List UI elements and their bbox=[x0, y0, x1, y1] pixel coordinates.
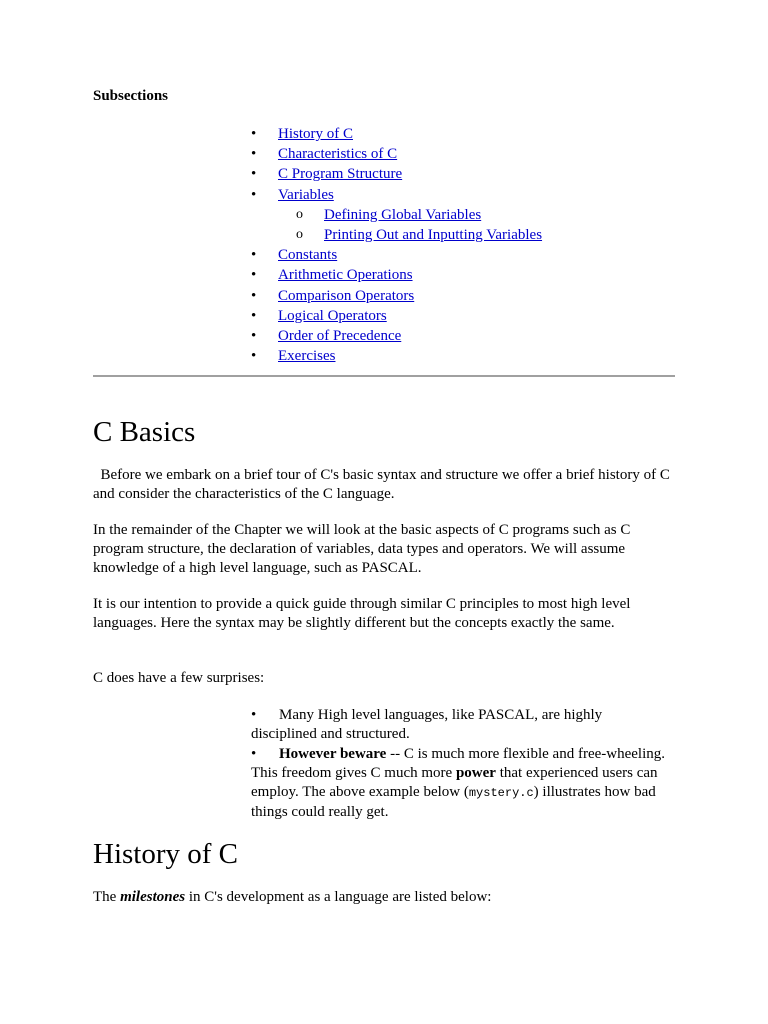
surprise-text-2a: -- C is much more flexible and free-wheeling. This freedom gives C much more bbox=[251, 745, 665, 781]
bullet-icon: • bbox=[251, 247, 257, 264]
toc-subitem-global-variables bbox=[93, 205, 675, 225]
toc-item-arithmetic bbox=[93, 265, 675, 285]
bullet-icon: • bbox=[251, 707, 257, 723]
subsections-heading: Subsections bbox=[93, 88, 169, 104]
toc-link[interactable]: Order of Precedence bbox=[278, 328, 402, 345]
c-basics-paragraph-4: C does have a few surprises: bbox=[93, 670, 265, 686]
toc-item-constants bbox=[93, 245, 675, 265]
bullet-icon: • bbox=[251, 745, 257, 762]
surprise-item-2 bbox=[251, 745, 671, 823]
surprise-text-1: Many High level languages, like PASCAL, are highly disciplined and structured. bbox=[251, 707, 603, 743]
toc-link[interactable]: Comparison Operators bbox=[278, 287, 415, 304]
milestones-emphasis: milestones bbox=[120, 889, 186, 905]
circle-bullet-icon: o bbox=[296, 227, 303, 243]
bullet-icon: • bbox=[251, 186, 257, 203]
toc-item-exercises bbox=[93, 346, 675, 366]
bullet-icon: • bbox=[251, 146, 257, 163]
history-of-c-title: History of C bbox=[93, 838, 238, 870]
bullet-icon: • bbox=[251, 166, 257, 183]
bullet-icon: • bbox=[251, 287, 257, 304]
toc-item-comparison bbox=[93, 286, 675, 306]
bullet-icon: • bbox=[251, 328, 257, 345]
toc-link[interactable]: Defining Global Variables bbox=[324, 206, 482, 223]
c-basics-paragraph-1: Before we embark on a brief tour of C's basic syntax and structure we offer a brief history of C and consider the characteristics of the C language. bbox=[93, 467, 674, 502]
power-emphasis: power bbox=[455, 764, 496, 781]
toc-link[interactable]: Logical Operators bbox=[278, 307, 387, 324]
toc-item-variables bbox=[93, 185, 675, 205]
toc-link[interactable]: Exercises bbox=[278, 348, 336, 365]
toc-item-characteristics bbox=[93, 144, 675, 164]
history-intro-b: in C's development as a language are listed below: bbox=[185, 889, 492, 905]
history-intro bbox=[93, 888, 675, 907]
toc-link[interactable]: Arithmetic Operations bbox=[278, 267, 413, 284]
toc-link[interactable]: C Program Structure bbox=[278, 166, 403, 183]
circle-bullet-icon: o bbox=[296, 206, 303, 222]
c-basics-title: C Basics bbox=[93, 416, 196, 448]
toc-link[interactable]: Printing Out and Inputting Variables bbox=[324, 227, 543, 244]
surprise-text-2c: ) illustrates how bad things could really get. bbox=[251, 784, 656, 821]
mystery-c-code: mystery.c bbox=[468, 786, 534, 801]
toc-item-program-structure bbox=[93, 164, 675, 184]
bullet-icon: • bbox=[251, 307, 257, 324]
section-divider bbox=[93, 375, 675, 377]
subsections-list bbox=[93, 124, 675, 366]
toc-item-logical bbox=[93, 306, 675, 326]
toc-link[interactable]: Characteristics of C bbox=[278, 146, 398, 163]
toc-link[interactable]: Variables bbox=[278, 186, 334, 203]
toc-link[interactable]: Constants bbox=[278, 247, 338, 264]
bullet-icon: • bbox=[251, 267, 257, 284]
c-basics-paragraph-2: In the remainder of the Chapter we will look at the basic aspects of C programs such as C program structure, the declaration of variables, data types and operators. We will assume knowledge of a high level language, such as PASCAL. bbox=[93, 522, 631, 576]
toc-item-precedence bbox=[93, 326, 675, 346]
toc-link[interactable]: History of C bbox=[278, 126, 353, 142]
c-basics-paragraph-3: It is our intention to provide a quick guide through similar C principles to most high level languages. Here the syntax may be slightly different but the concepts exactly the same. bbox=[93, 596, 631, 631]
history-intro-a: The bbox=[93, 889, 121, 905]
bullet-icon: • bbox=[251, 126, 257, 142]
toc-subitem-printing-inputting bbox=[93, 225, 675, 245]
surprise-item-1 bbox=[251, 706, 671, 745]
surprises-list bbox=[251, 706, 671, 823]
however-beware-emphasis: However beware bbox=[279, 745, 387, 762]
toc-item-history-of-c bbox=[93, 124, 675, 144]
bullet-icon: • bbox=[251, 348, 257, 365]
surprise-text-2b: that experienced users can employ. The above example below ( bbox=[251, 764, 658, 801]
